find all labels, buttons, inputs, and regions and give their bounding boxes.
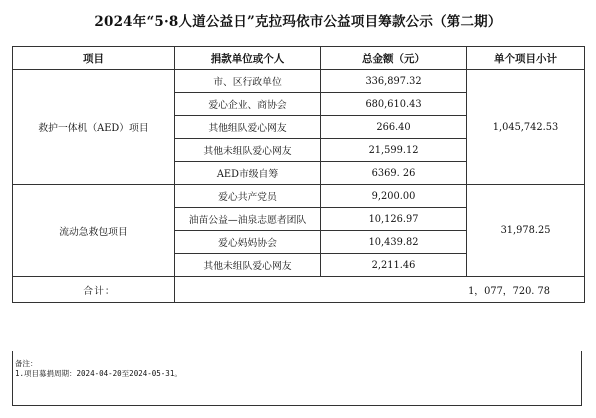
project-name: 流动急救包项目 bbox=[13, 185, 175, 277]
donation-table bbox=[12, 46, 585, 303]
donor-cell: AED市级自筹 bbox=[175, 162, 321, 185]
amount-cell: 21,599.12 bbox=[321, 139, 467, 162]
header-amount: 总金额（元） bbox=[321, 47, 467, 70]
donor-cell: 爱心企业、商协会 bbox=[175, 93, 321, 116]
donor-cell: 油苗公益—油泉志愿者团队 bbox=[175, 208, 321, 231]
amount-cell: 10,126.97 bbox=[321, 208, 467, 231]
table-row bbox=[13, 185, 585, 208]
donor-cell: 其他未组队爱心网友 bbox=[175, 139, 321, 162]
project-subtotal: 31,978.25 bbox=[467, 185, 585, 277]
total-value: 1，077，720. 78 bbox=[175, 277, 585, 303]
total-label bbox=[13, 277, 175, 303]
donor-cell: 其他未组队爱心网友 bbox=[175, 254, 321, 277]
total-label-text: 合计： bbox=[83, 285, 116, 297]
donor-cell: 市、区行政单位 bbox=[175, 70, 321, 93]
amount-cell: 336,897.32 bbox=[321, 70, 467, 93]
header-project: 项目 bbox=[13, 47, 175, 70]
total-row bbox=[13, 277, 585, 303]
donor-cell: 其他组队爱心网友 bbox=[175, 116, 321, 139]
table-header-row bbox=[13, 47, 585, 70]
header-subtotal: 单个项目小计 bbox=[467, 47, 585, 70]
donor-cell: 爱心妈妈协会 bbox=[175, 231, 321, 254]
header-donor: 捐款单位或个人 bbox=[175, 47, 321, 70]
amount-cell: 10,439.82 bbox=[321, 231, 467, 254]
notes-line: 1.项目募捐周期：2024-04-20至2024-05-31。 bbox=[15, 369, 182, 378]
amount-cell: 6369. 26 bbox=[321, 162, 467, 185]
notes-box bbox=[12, 351, 582, 406]
donor-cell: 爱心共产党员 bbox=[175, 185, 321, 208]
amount-cell: 680,610.43 bbox=[321, 93, 467, 116]
project-name: 救护一体机（AED）项目 bbox=[13, 70, 175, 185]
table-row bbox=[13, 70, 585, 93]
page-title: 2024年“5·8人道公益日”克拉玛依市公益项目筹款公示（第二期） bbox=[94, 14, 502, 30]
project-subtotal: 1,045,742.53 bbox=[467, 70, 585, 185]
amount-cell: 266.40 bbox=[321, 116, 467, 139]
amount-cell: 2,211.46 bbox=[321, 254, 467, 277]
amount-cell: 9,200.00 bbox=[321, 185, 467, 208]
notes-heading: 备注： bbox=[15, 359, 38, 368]
